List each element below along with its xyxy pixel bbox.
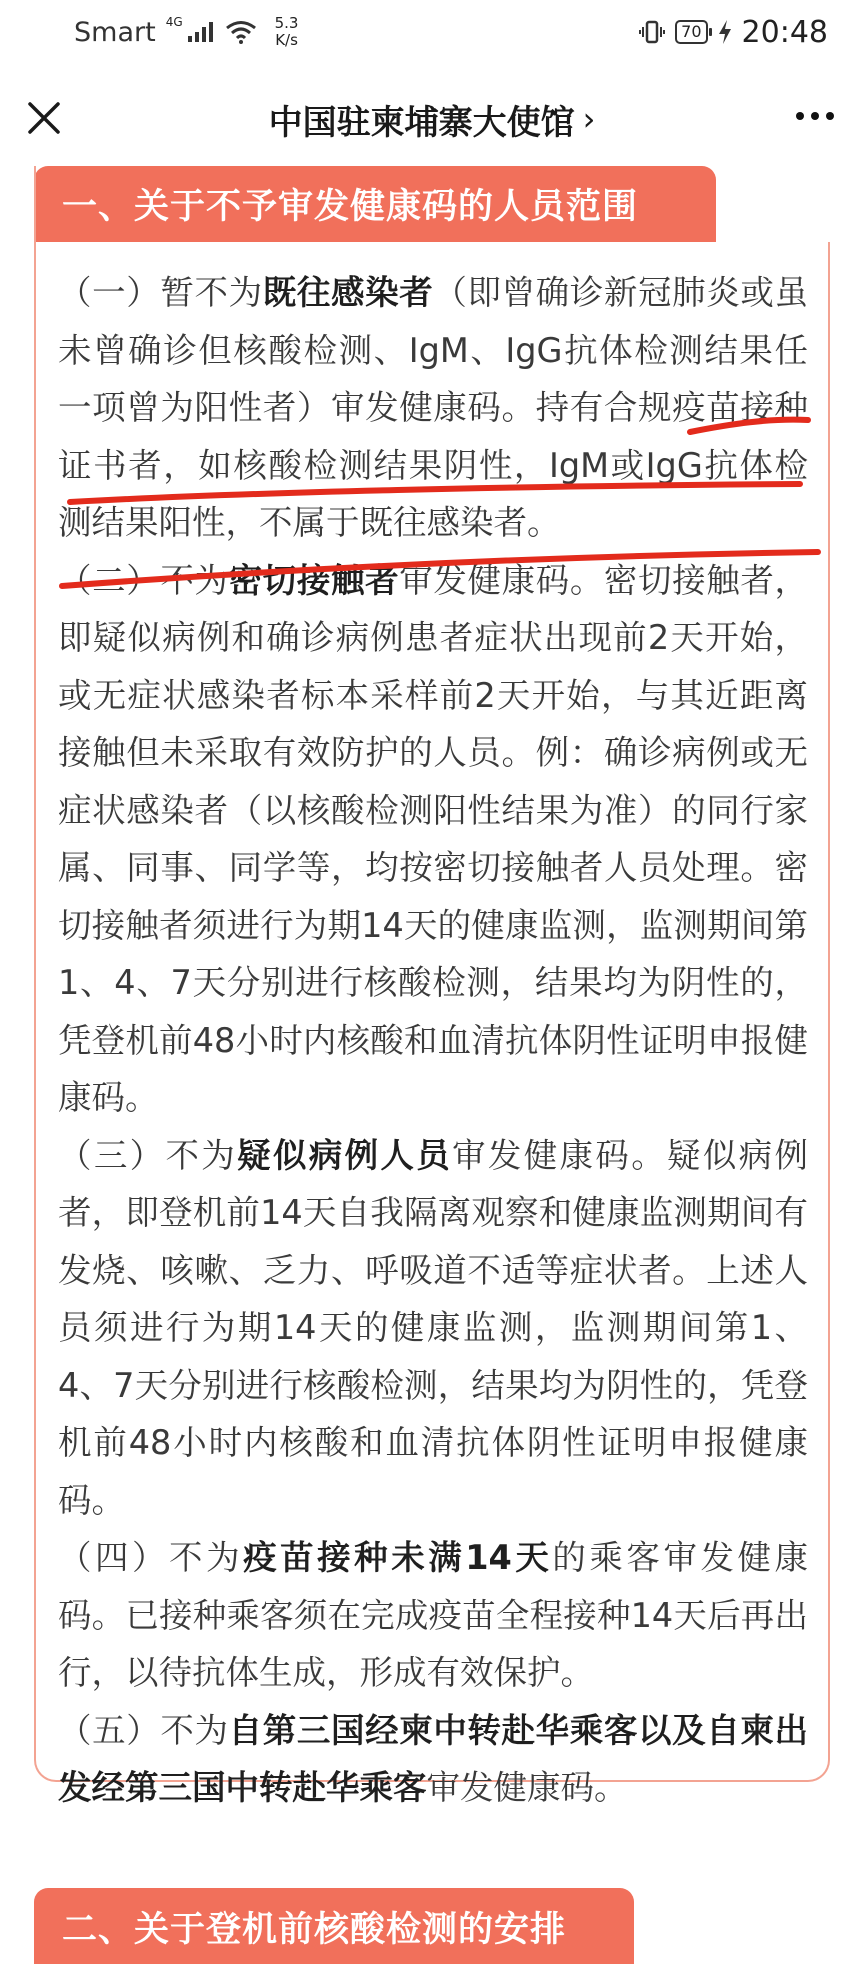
network-speed <box>275 15 299 49</box>
paragraph-5 <box>58 1702 808 1817</box>
speed-unit: K/s <box>275 31 298 49</box>
para-text: 审发健康码。疑似病例者，即登机前14天自我隔离观察和健康监测期间有发烧、咳嗽、乏力、呼吸道不适等症状者。上述人员须进行为期14天的健康监测，监测期间第1、4、7天分别进行核酸检测，结果均为阴性的，凭登机前48小时内核酸和血清抗体阴性证明申报健康码。 <box>58 1135 809 1520</box>
paragraph-4 <box>58 1529 808 1702</box>
status-bar <box>0 0 864 64</box>
para-text: 审发健康码。 <box>426 1768 628 1807</box>
more-dot <box>826 112 834 120</box>
chevron-right-icon: › <box>582 100 596 138</box>
page-title: 中国驻柬埔寨大使馆 <box>268 102 575 143</box>
para-bold: 密切接触者 <box>228 560 400 600</box>
nav-bar <box>0 64 864 174</box>
charging-icon <box>718 20 732 44</box>
para-bold: 自第三国经柬中转赴华乘客以及自柬出发经第三国中转赴华乘客 <box>58 1710 809 1807</box>
account-title-link[interactable] <box>269 95 596 144</box>
wifi-icon <box>225 20 257 44</box>
para-text: （四）不为 <box>58 1538 244 1577</box>
para-text: （三）不为 <box>58 1135 238 1175</box>
close-icon[interactable] <box>24 98 64 138</box>
paragraph-3 <box>58 1127 808 1530</box>
carrier-label: Smart <box>74 16 156 48</box>
para-text: （五）不为 <box>58 1710 229 1750</box>
signal-icon <box>187 21 215 43</box>
more-icon[interactable] <box>796 112 834 120</box>
para-text: （即曾确诊新冠肺炎或虽未曾确诊但核酸检测、IgM、IgG抗体检测结果任一项曾为阳性者）审发健康码。持有合规疫苗接种证书者，如核酸检测结果阴性，IgM或IgG抗体检测结果阳性，不属于既往感染者。 <box>58 273 809 542</box>
network-type: 4G <box>165 15 183 29</box>
section-heading-2: 二、关于登机前核酸检测的安排 <box>34 1888 634 1964</box>
para-text: 的乘客审发健康码。已接种乘客须在完成疫苗全程接种14天后再出行，以待抗体生成，形成有效保护。 <box>58 1538 809 1692</box>
para-text: （二）不为 <box>58 560 229 600</box>
para-text: （一）暂不为 <box>58 273 263 312</box>
para-bold: 疫苗接种未满14天 <box>243 1538 553 1577</box>
article-content <box>58 264 808 1817</box>
para-bold: 疑似病例人员 <box>237 1135 453 1175</box>
status-left <box>74 15 298 49</box>
para-text: 审发健康码。密切接触者，即疑似病例和确诊病例患者症状出现前2天开始，或无症状感染者标本采样前2天开始，与其近距离接触但未采取有效防护的人员。例：确诊病例或无症状感染者（以核酸检测阳性结果为准）的同行家属、同事、同学等，均按密切接触者人员处理。密切接触者须进行为期14天的健康监测，监测期间第1、4、7天分别进行核酸检测，结果均为阴性的，凭登机前48小时内核酸和血清抗体阴性证明申报健康码。 <box>58 560 809 1117</box>
para-bold: 既往感染者 <box>262 273 434 312</box>
battery-indicator: 70 <box>675 20 707 44</box>
more-dot <box>811 112 819 120</box>
vibrate-icon <box>639 19 665 45</box>
status-right <box>639 15 828 50</box>
paragraph-1 <box>58 264 808 552</box>
clock: 20:48 <box>741 14 828 50</box>
speed-value: 5.3 <box>274 14 299 32</box>
paragraph-2 <box>58 552 808 1127</box>
more-dot <box>796 112 804 120</box>
section-heading: 一、关于不予审发健康码的人员范围 <box>34 166 716 242</box>
